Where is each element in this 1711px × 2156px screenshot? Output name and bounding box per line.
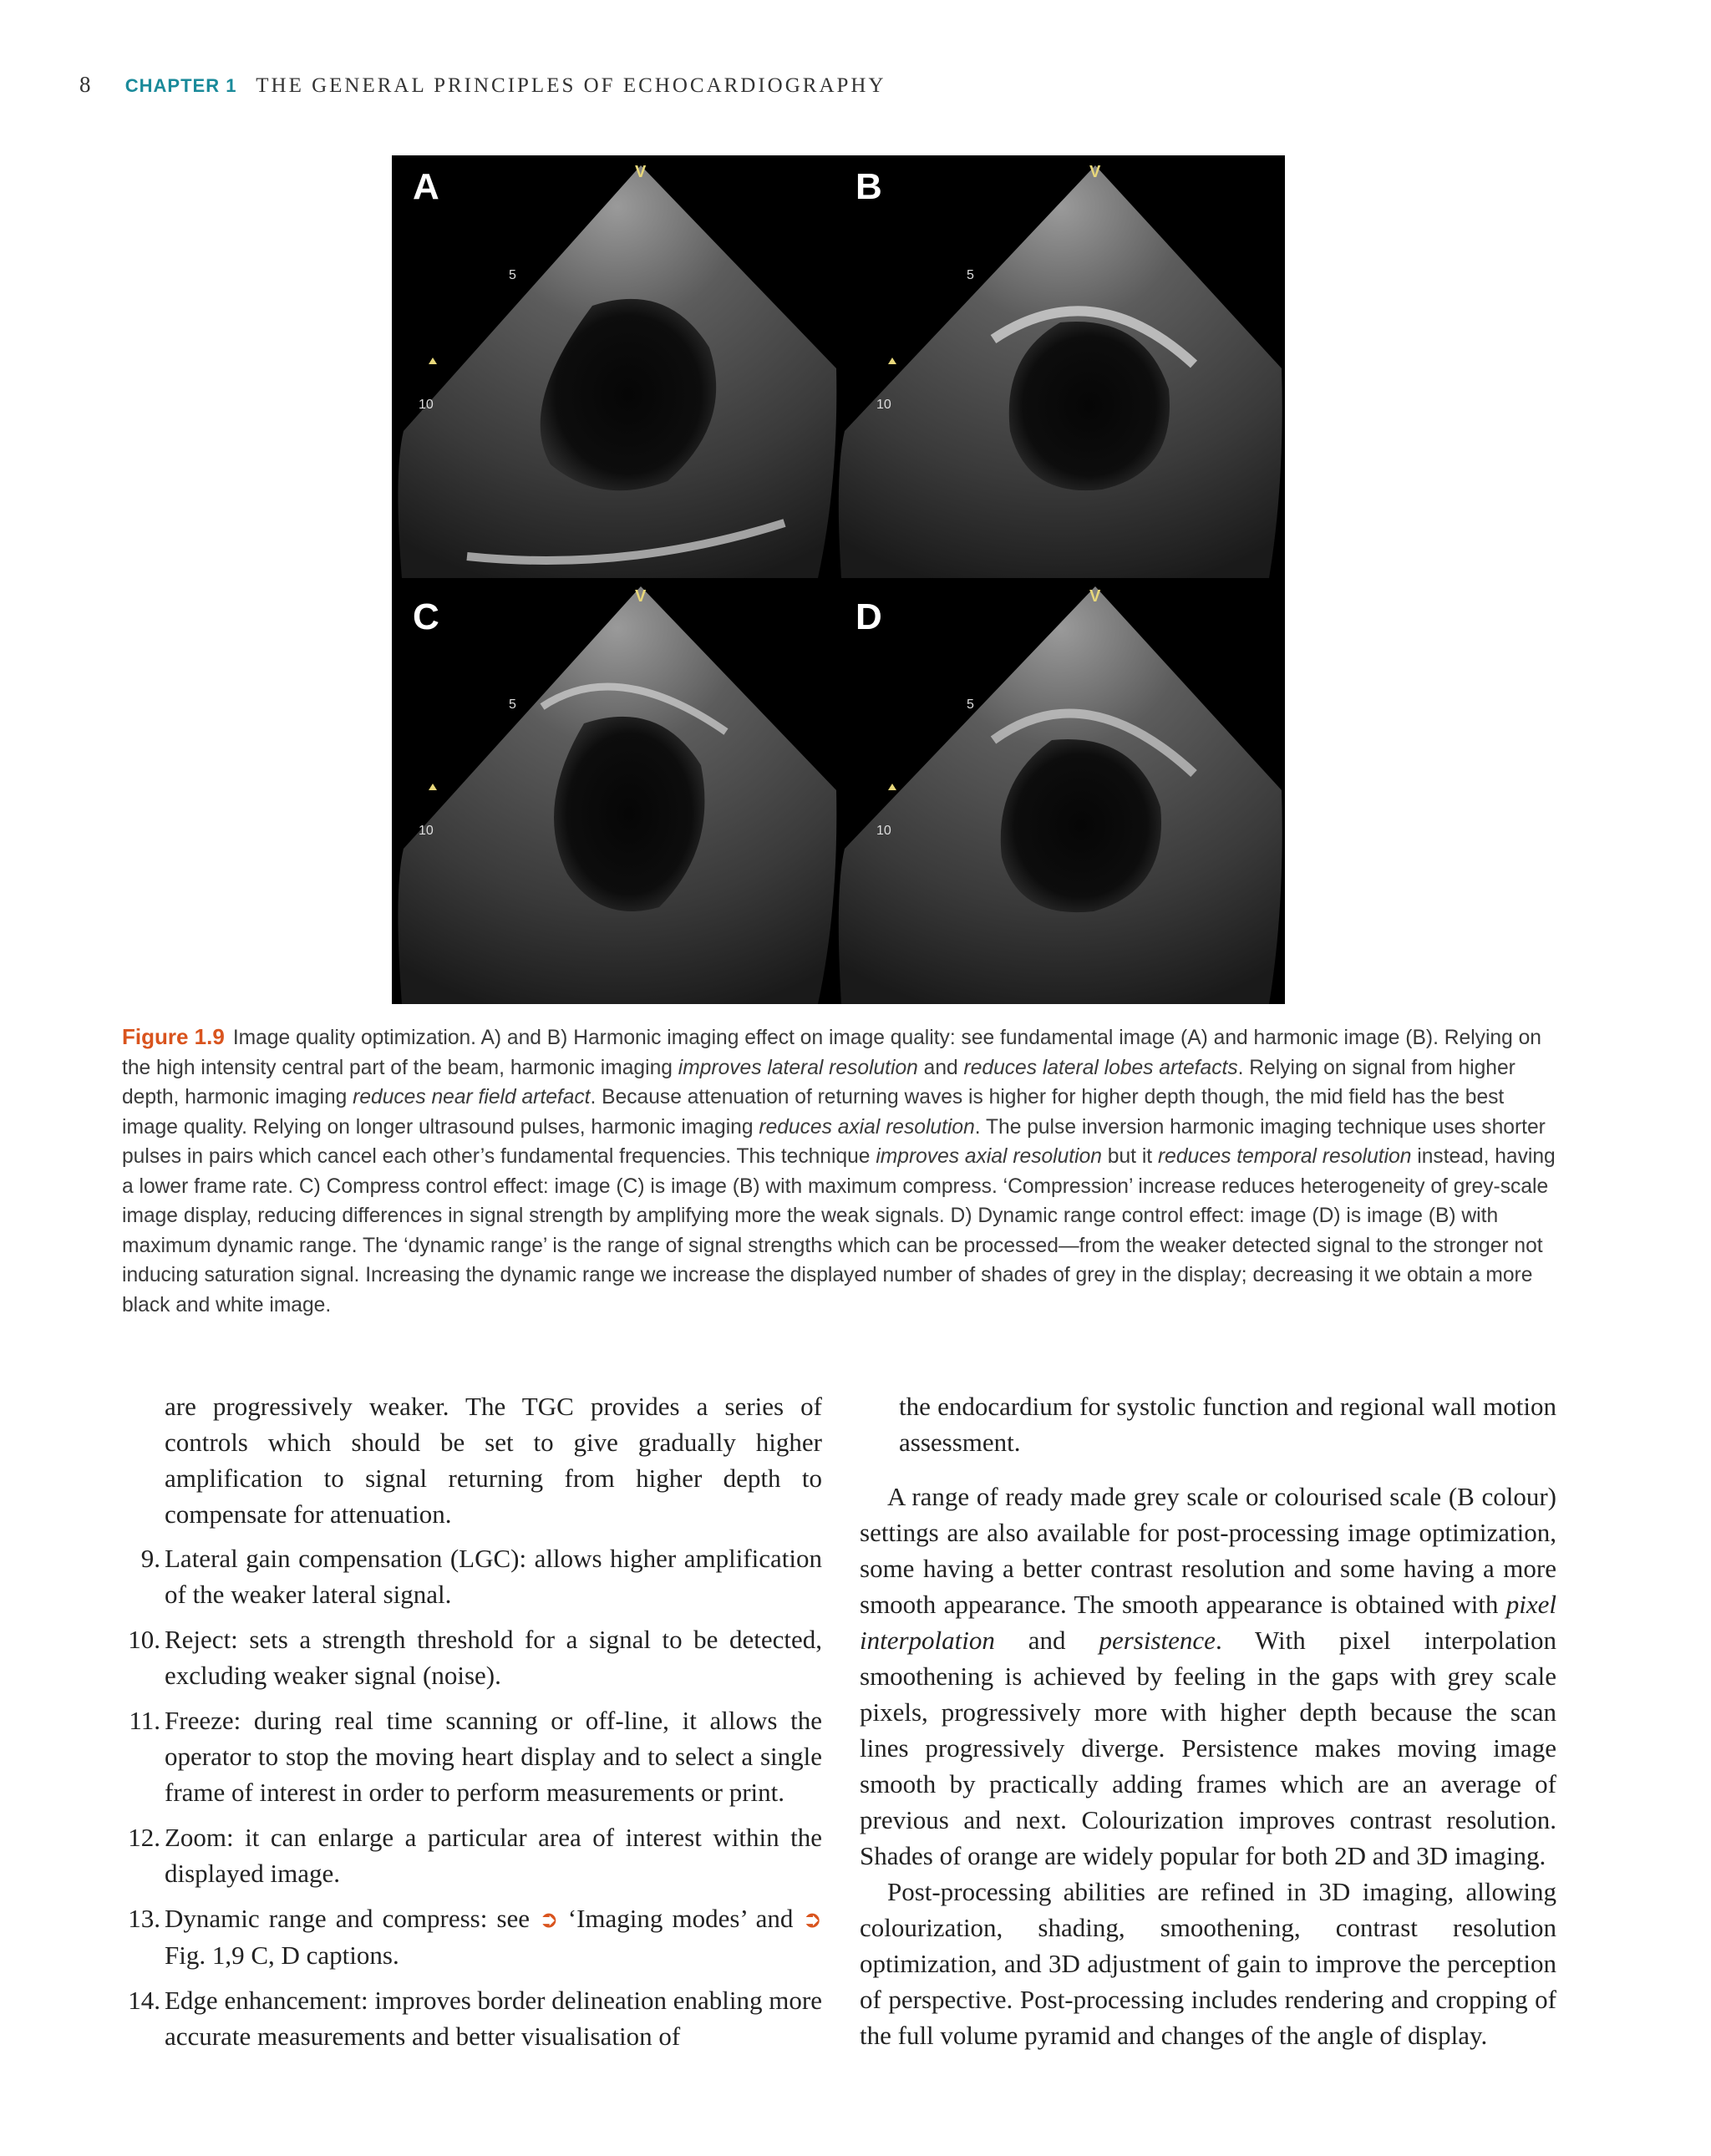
probe-marker: V: [1089, 587, 1101, 606]
caption-text: and: [917, 1056, 964, 1079]
paragraph-text: A range of ready made grey scale or colourised scale (B colour) settings are also available for post-processing image optimization, some having a better contrast resolution and some having a more smooth appearance. The smooth appearance is obtained with: [860, 1482, 1556, 1619]
echo-figure-svg: [392, 155, 1285, 1004]
right-continuation-paragraph: the endocardium for systolic function and regional wall motion assessment.: [899, 1392, 1556, 1457]
settings-list: [122, 1540, 822, 2054]
list-item: [122, 1982, 822, 2054]
depth-label-10: 10: [876, 824, 891, 838]
list-text: Zoom: it can enlarge a particular area of interest within the displayed image.: [165, 1823, 822, 1888]
focus-marker-icon: [429, 784, 437, 790]
echo-panel-c: [398, 586, 836, 1004]
list-text: Freeze: during real time scanning or off-line, it allows the operator to stop the moving heart display and to select a single frame of interest in order to perform measurements or print.: [165, 1706, 822, 1807]
list-number: 11.: [129, 1706, 160, 1735]
cross-reference-arrow-icon[interactable]: ➲: [539, 1905, 559, 1933]
caption-text: instead, having a lower frame rate. C) Compress control effect: image (C) is image (B) with maximum compress. ‘Compression’ increase reduces heterogeneity of grey-scale image display, reducing differences in signal strength by amplifying more the weak signals. D) Dynamic range control effect: image (D) is image (B) with maximum dynamic range. The ‘dynamic range’ is the range of signal strengths which can be processed—from the weaker detected signal to the stronger not inducing saturation signal. Increasing the dynamic range we increase the displayed number of shades of grey in the display; decreasing it we obtain a more black and white image.: [122, 1145, 1556, 1316]
caption-text: . Relying on signal from higher depth, harmonic imaging: [122, 1056, 1516, 1108]
figure-caption: [122, 1022, 1556, 1320]
echo-figure: [392, 155, 1285, 1004]
list-text: Lateral gain compensation (LGC): allows higher amplification of the weaker lateral signal.: [165, 1544, 822, 1609]
panel-letter: D: [856, 596, 882, 637]
cross-reference-link[interactable]: Fig. 1,9 C, D captions.: [165, 1940, 399, 1970]
caption-text: Image quality optimization. A) and B) Harmonic imaging effect on image quality: see fundamental image (A) and harmonic image (B). Relying on the high intensity central part of the beam, harmonic imaging: [122, 1027, 1541, 1079]
list-text: Reject: sets a strength threshold for a signal to be detected, excluding weaker signal (noise).: [165, 1625, 822, 1690]
caption-emphasis: reduces temporal resolution: [1157, 1145, 1412, 1168]
list-item: [122, 1900, 822, 1973]
list-number: 10.: [128, 1625, 160, 1654]
focus-marker-icon: [888, 784, 896, 790]
paragraph-emphasis: persistence: [1099, 1626, 1216, 1655]
depth-label-5: 5: [509, 698, 516, 712]
focus-marker-icon: [888, 358, 896, 364]
list-item: [122, 1540, 822, 1612]
page-number: 8: [79, 72, 91, 97]
caption-emphasis: improves axial resolution: [876, 1145, 1102, 1168]
panel-letter: B: [856, 166, 882, 207]
probe-marker: V: [635, 163, 647, 181]
focus-marker-icon: [429, 358, 437, 364]
list-number: 14.: [128, 1986, 160, 2015]
caption-text: . The pulse inversion harmonic imaging technique uses shorter pulses in pairs which cancel each other’s fundamental frequencies. This technique: [122, 1115, 1546, 1168]
list-text: Edge enhancement: improves border delineation enabling more accurate measurements and better visualisation of: [165, 1986, 822, 2051]
chapter-title: THE GENERAL PRINCIPLES OF ECHOCARDIOGRAPHY: [256, 74, 886, 97]
caption-emphasis: reduces near field artefact: [353, 1086, 591, 1108]
echo-panel-b: [839, 163, 1282, 578]
running-header: [79, 72, 886, 98]
caption-emphasis: improves lateral resolution: [678, 1056, 918, 1079]
caption-emphasis: reduces axial resolution: [759, 1115, 975, 1139]
list-number: 9.: [140, 1544, 160, 1573]
panel-letter: C: [413, 596, 439, 637]
list-item: [122, 1819, 822, 1891]
depth-label-10: 10: [419, 824, 434, 838]
left-column: [122, 1388, 822, 2063]
cross-reference-link[interactable]: ‘Imaging modes’ and: [558, 1904, 803, 1933]
list-item: [122, 1702, 822, 1810]
caption-text: . Because attenuation of returning waves is higher for higher depth though, the mid field has the best image quality. Relying on longer ultrasound pulses, harmonic imaging: [122, 1086, 1505, 1139]
post-processing-settings-paragraph: [860, 1479, 1556, 1874]
depth-label-10: 10: [419, 398, 434, 412]
depth-label-10: 10: [876, 398, 891, 412]
figure-label: Figure 1.9: [122, 1024, 225, 1049]
probe-marker: V: [1089, 163, 1101, 181]
depth-label-5: 5: [509, 268, 516, 282]
list-number: 12.: [128, 1823, 160, 1852]
caption-emphasis: reduces lateral lobes artefacts: [963, 1056, 1238, 1079]
right-column: [860, 1388, 1556, 2053]
list-text: Dynamic range and compress: see: [165, 1904, 540, 1933]
echo-panel-a: [398, 163, 836, 578]
paragraph-text: . With pixel interpolation smoothening is achieved by feeling in the gaps with grey scale pixels, progressively more with higher depth because the scan lines progressively diverge. Persistence makes moving image smooth by practically adding frames which are an average of previous and next. Colourization improves contrast resolution. Shades of orange are widely popular for both 2D and 3D imaging.: [860, 1626, 1556, 1870]
list-item: [122, 1621, 822, 1693]
caption-text: but it: [1101, 1145, 1158, 1168]
probe-marker: V: [635, 587, 647, 606]
post-processing-3d-paragraph: Post-processing abilities are refined in 3D imaging, allowing colourization, shading, smoothening, contrast resolution optimization, and 3D adjustment of gain to improve the perception of perspective. Post-processing includes rendering and cropping of the full volume pyramid and changes of the angle of display.: [860, 1877, 1556, 2050]
paragraph-emphasis: pixel interpolation: [860, 1590, 1556, 1655]
panel-letter: A: [413, 166, 439, 207]
echo-panel-d: [839, 586, 1282, 1004]
chapter-label: CHAPTER 1: [124, 75, 237, 96]
paragraph-text: and: [994, 1626, 1099, 1655]
list-number: 13.: [128, 1904, 160, 1933]
depth-label-5: 5: [967, 698, 974, 712]
cross-reference-arrow-icon[interactable]: ➲: [802, 1905, 822, 1933]
depth-label-5: 5: [967, 268, 974, 282]
left-continuation-paragraph: are progressively weaker. The TGC provides a series of controls which should be set to give gradually higher amplification to signal returning from higher depth to compensate for attenuation.: [165, 1392, 822, 1529]
